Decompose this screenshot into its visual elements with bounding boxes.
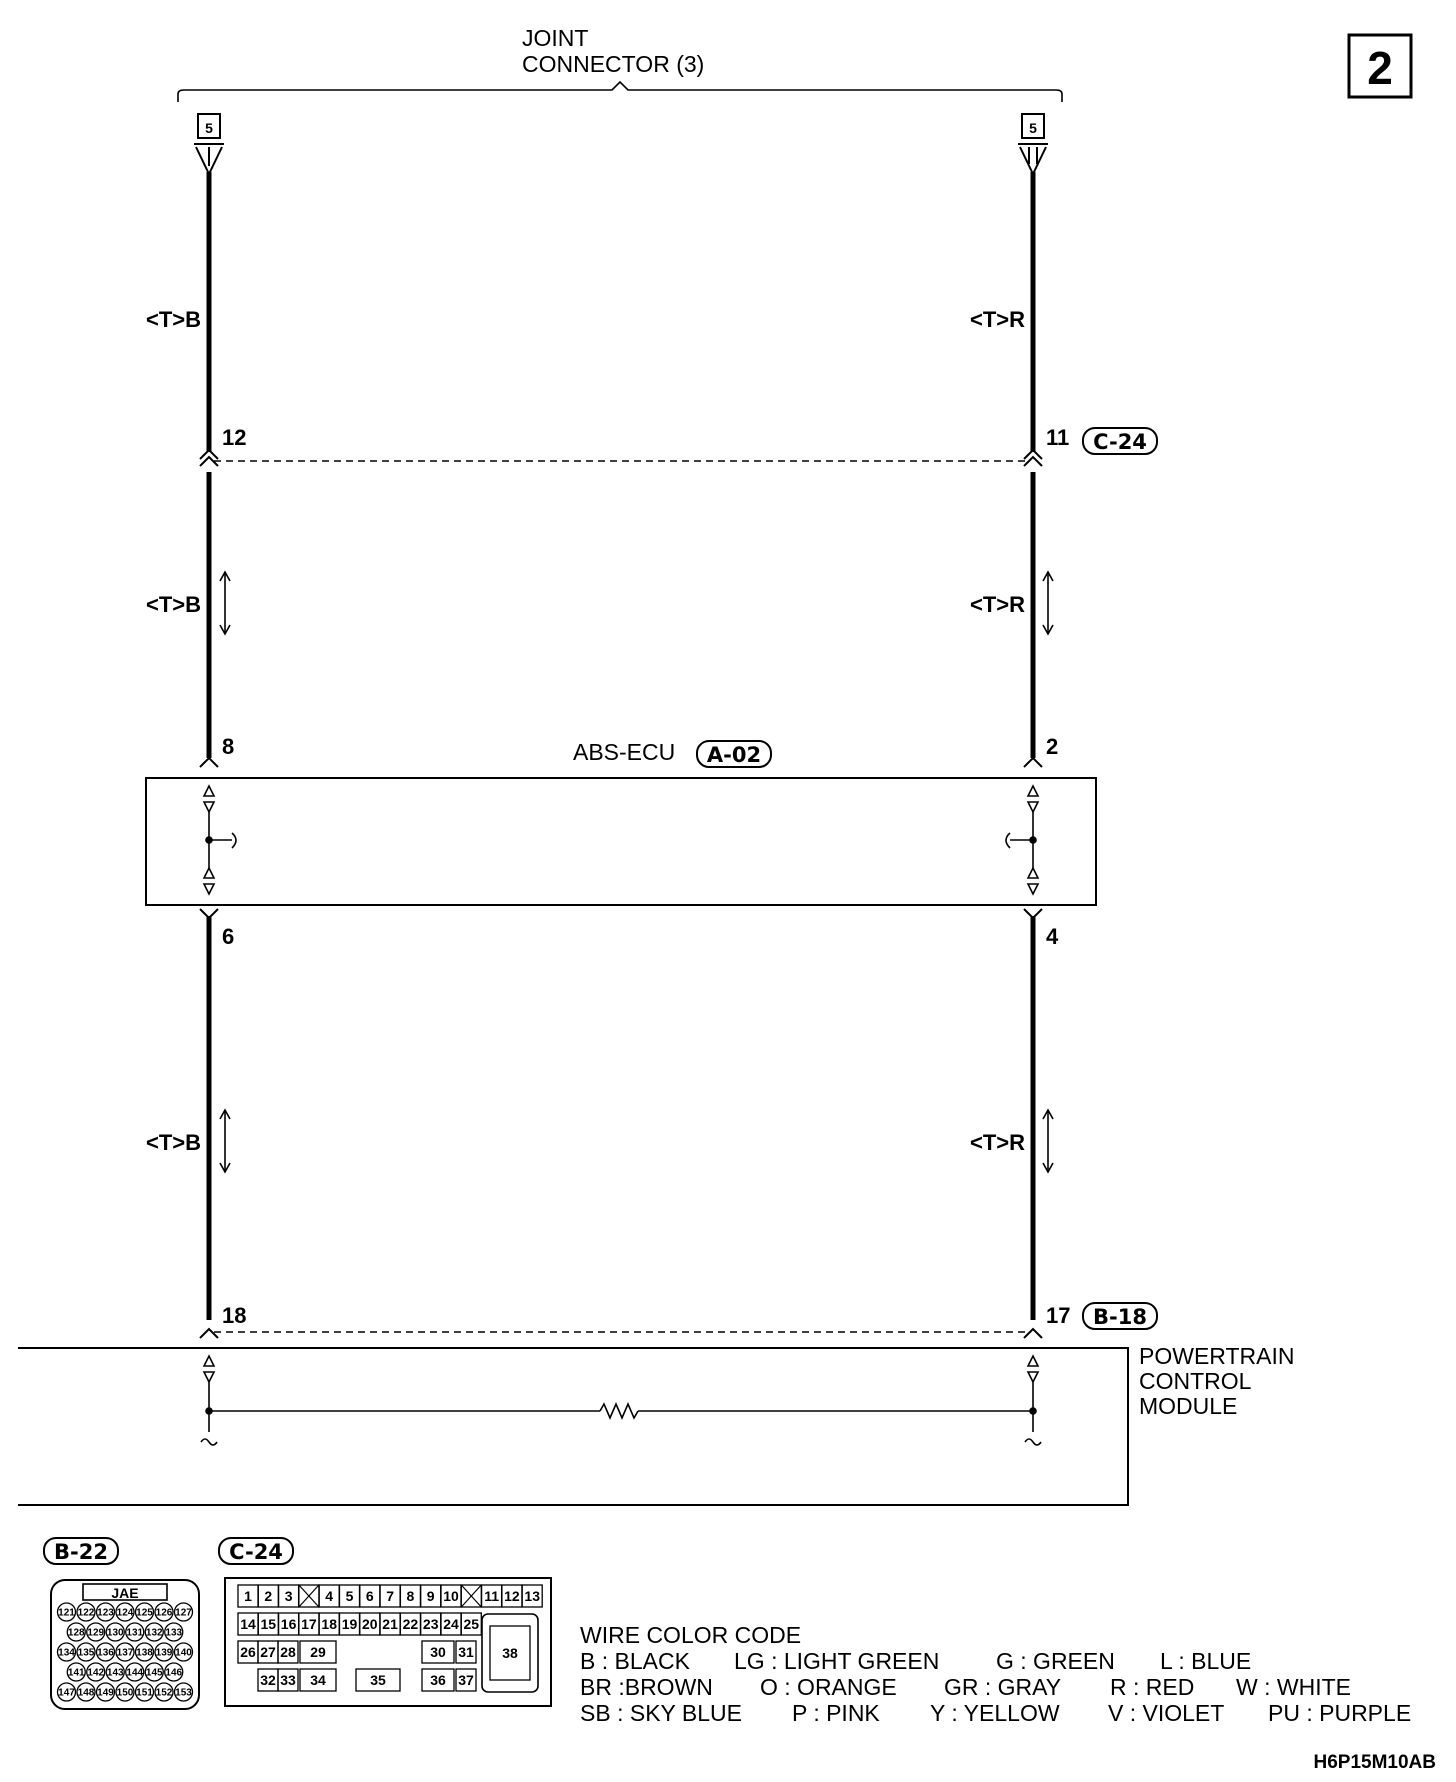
b22-pin-number: 140 — [175, 1647, 192, 1659]
abs-ecu-id-label: A-02 — [706, 743, 762, 767]
terminal-triangle-icon — [1028, 1356, 1038, 1366]
c24-pin-number: 26 — [240, 1644, 256, 1660]
c24-left-pin-symbol — [200, 450, 218, 466]
c24-pin-number: 17 — [301, 1616, 317, 1632]
terminal-triangle-icon — [1028, 802, 1038, 812]
b22-pin-number: 142 — [87, 1667, 105, 1679]
abs-ecu-box — [146, 778, 1096, 905]
wire-color-code-title: WIRE COLOR CODE — [580, 1622, 802, 1648]
c24-pin-number: 9 — [426, 1588, 435, 1604]
c24-pin-number: 3 — [284, 1588, 293, 1604]
c24-right-pin-number: 11 — [1046, 425, 1070, 450]
b22-pin-number: 149 — [97, 1687, 114, 1699]
abs-ecu-top-right-pin — [1024, 758, 1042, 767]
b22-pin-number: 141 — [67, 1667, 85, 1679]
c24-pin-number: 8 — [406, 1588, 415, 1604]
c24-pin-number: 27 — [260, 1644, 276, 1660]
c24-pin-number: 35 — [370, 1672, 386, 1688]
terminal-triangle-icon — [1028, 1372, 1038, 1382]
b22-pin-number: 137 — [116, 1647, 134, 1659]
b22-maker-label: JAE — [111, 1585, 139, 1601]
c24-left-pin-number: 12 — [222, 425, 247, 450]
color-code-entry: W : WHITE — [1236, 1674, 1351, 1700]
b22-pin-number: 139 — [155, 1647, 173, 1659]
abs-ecu-pin-2: 2 — [1046, 734, 1059, 759]
c24-pin-number: 28 — [280, 1644, 296, 1660]
right-joint-symbol — [1018, 144, 1048, 174]
wire-color-code-line2 — [580, 1674, 1351, 1700]
joint-connector-title-line1: JOINT — [522, 25, 589, 51]
terminal-triangle-icon — [1028, 868, 1038, 878]
b22-pin-number: 144 — [126, 1667, 144, 1679]
b22-pin-number: 153 — [175, 1687, 192, 1699]
c24-pin-number: 14 — [240, 1616, 256, 1632]
b22-pin-grid — [58, 1603, 193, 1701]
abs-ecu-top-left-pin — [200, 758, 218, 767]
b22-pin-number: 143 — [106, 1667, 124, 1679]
b22-pin-number: 138 — [136, 1647, 153, 1659]
b22-pin-number: 126 — [155, 1607, 173, 1619]
c24-view-id-label: C-24 — [229, 1540, 283, 1564]
c24-pin-grid — [238, 1585, 542, 1692]
b22-pin-number: 151 — [136, 1687, 153, 1699]
b22-id-label: B-22 — [54, 1540, 108, 1564]
c24-pin-number: 18 — [321, 1616, 337, 1632]
c24-pin-number: 37 — [458, 1672, 474, 1688]
wire-label-right-upper: <T>R — [970, 307, 1026, 332]
abs-ecu-label: ABS-ECU — [573, 739, 676, 765]
pcm-internal-circuit — [201, 1356, 1041, 1445]
b22-pin-number: 146 — [165, 1667, 183, 1679]
b22-pin-number: 127 — [175, 1607, 192, 1619]
b22-pin-number: 148 — [77, 1687, 95, 1699]
abs-ecu-internal-left — [204, 786, 236, 894]
wire-color-code-line3 — [580, 1700, 1411, 1726]
b18-right-pin-symbol — [1024, 1329, 1042, 1338]
pcm-name-line2: CONTROL — [1139, 1368, 1252, 1394]
c24-pin-number: 6 — [365, 1588, 374, 1604]
c24-pin-number: 31 — [458, 1644, 474, 1660]
terminal-triangle-icon — [204, 786, 214, 796]
terminal-triangle-icon — [204, 1372, 214, 1382]
pcm-pin-18: 18 — [222, 1303, 247, 1328]
color-code-entry: R : RED — [1110, 1674, 1195, 1700]
b22-pin-number: 134 — [58, 1647, 75, 1659]
c24-pin-number: 24 — [443, 1616, 459, 1632]
c24-pin-number: 15 — [260, 1616, 277, 1632]
color-code-entry: BR :BROWN — [580, 1674, 713, 1700]
c24-pin-number: 4 — [325, 1588, 334, 1604]
bidirectional-arrow-icon — [220, 572, 230, 634]
c24-pin-number: 12 — [504, 1588, 520, 1604]
c24-pin-number: 36 — [430, 1672, 446, 1688]
color-code-entry: SB : SKY BLUE — [580, 1700, 742, 1726]
terminal-triangle-icon — [204, 1356, 214, 1366]
b18-id-label: B-18 — [1093, 1305, 1147, 1329]
c24-pin-number: 13 — [524, 1588, 540, 1604]
color-code-entry: Y : YELLOW — [930, 1700, 1060, 1726]
color-code-entry: G : GREEN — [996, 1648, 1115, 1674]
left-joint-pin-number: 5 — [205, 120, 213, 136]
c24-pin-number: 22 — [402, 1616, 419, 1632]
pcm-name-line3: MODULE — [1139, 1393, 1238, 1419]
abs-ecu-pin-4: 4 — [1046, 924, 1059, 949]
b22-pin-number: 121 — [58, 1607, 75, 1619]
pcm-box — [18, 1348, 1128, 1505]
color-code-entry: P : PINK — [792, 1700, 880, 1726]
wire-label-right-middle: <T>R — [970, 592, 1026, 617]
c24-pin-number: 38 — [502, 1645, 518, 1661]
b22-pin-number: 152 — [155, 1687, 173, 1699]
b18-left-pin-symbol — [200, 1329, 218, 1338]
color-code-entry: V : VIOLET — [1108, 1700, 1225, 1726]
bidirectional-arrow-icon — [1043, 572, 1053, 634]
resistor-icon — [600, 1404, 638, 1418]
wire-label-left-middle: <T>B — [146, 592, 202, 617]
signal-arrows — [220, 572, 1053, 1172]
b22-pin-number: 128 — [67, 1627, 85, 1639]
terminal-triangle-icon — [204, 802, 214, 812]
terminal-triangle-icon — [204, 868, 214, 878]
wire-label-left-upper: <T>B — [146, 307, 202, 332]
pcm-pin-17: 17 — [1046, 1303, 1071, 1328]
c24-pin-number: 10 — [443, 1588, 459, 1604]
bidirectional-arrow-icon — [220, 1110, 230, 1172]
c24-pin-number: 23 — [422, 1616, 439, 1632]
b22-pin-number: 122 — [77, 1607, 95, 1619]
c24-pin-number: 5 — [345, 1588, 354, 1604]
terminal-triangle-icon — [204, 884, 214, 894]
c24-id-label: C-24 — [1093, 430, 1147, 454]
c24-pin-number: 32 — [260, 1672, 276, 1688]
abs-ecu-bottom-left-pin — [200, 909, 218, 918]
bidirectional-arrow-icon — [1043, 1110, 1053, 1172]
b22-pin-number: 135 — [77, 1647, 95, 1659]
c24-pin-number: 33 — [280, 1672, 296, 1688]
b22-pin-number: 125 — [136, 1607, 153, 1619]
joint-connector-brace — [178, 82, 1062, 102]
abs-ecu-internal-right — [1006, 786, 1038, 894]
b22-pin-number: 150 — [116, 1687, 134, 1699]
terminal-triangle-icon — [1028, 884, 1038, 894]
joint-connector-title-line2: CONNECTOR (3) — [522, 51, 705, 77]
b22-pin-number: 145 — [145, 1667, 163, 1679]
c24-pin-number: 2 — [264, 1588, 273, 1604]
abs-ecu-pin-6: 6 — [222, 924, 235, 949]
c24-pin-number: 30 — [430, 1644, 446, 1660]
c24-pin-number: 1 — [244, 1588, 252, 1604]
b22-pin-number: 131 — [126, 1627, 144, 1639]
color-code-entry: LG : LIGHT GREEN — [734, 1648, 940, 1674]
page-number: 2 — [1367, 42, 1393, 94]
abs-ecu-bottom-right-pin — [1024, 909, 1042, 918]
wire-label-right-lower: <T>R — [970, 1130, 1026, 1155]
color-code-entry: O : ORANGE — [760, 1674, 897, 1700]
c24-pin-number: 25 — [463, 1616, 480, 1632]
c24-pin-number: 7 — [386, 1588, 394, 1604]
wire-color-code-line1 — [580, 1648, 1251, 1674]
color-code-entry: B : BLACK — [580, 1648, 690, 1674]
b22-pin-number: 123 — [97, 1607, 114, 1619]
c24-pin-number: 20 — [362, 1616, 378, 1632]
c24-pin-number: 34 — [310, 1672, 326, 1688]
b22-pin-number: 130 — [106, 1627, 124, 1639]
b22-pin-number: 136 — [97, 1647, 114, 1659]
color-code-entry: GR : GRAY — [944, 1674, 1062, 1700]
left-joint-symbol — [194, 144, 224, 174]
c24-pin-number: 29 — [310, 1644, 326, 1660]
b22-pin-number: 133 — [165, 1627, 183, 1639]
color-code-entry: PU : PURPLE — [1268, 1700, 1412, 1726]
b22-pin-number: 147 — [58, 1687, 75, 1699]
right-joint-pin-number: 5 — [1029, 120, 1037, 136]
diagram-code: H6P15M10AB — [1313, 1752, 1436, 1773]
b22-pin-number: 124 — [116, 1607, 134, 1619]
c24-pin-number: 16 — [280, 1616, 297, 1632]
pcm-name-line1: POWERTRAIN — [1139, 1343, 1295, 1369]
c24-pin-number: 11 — [484, 1588, 500, 1604]
terminal-triangle-icon — [1028, 786, 1038, 796]
b22-pin-number: 129 — [87, 1627, 105, 1639]
b22-pin-number: 132 — [145, 1627, 163, 1639]
c24-right-pin-symbol — [1024, 450, 1042, 466]
c24-pin-number: 19 — [341, 1616, 358, 1632]
abs-ecu-pin-8: 8 — [222, 734, 235, 759]
c24-pin-number: 21 — [382, 1616, 398, 1632]
color-code-entry: L : BLUE — [1160, 1648, 1252, 1674]
wire-label-left-lower: <T>B — [146, 1130, 202, 1155]
